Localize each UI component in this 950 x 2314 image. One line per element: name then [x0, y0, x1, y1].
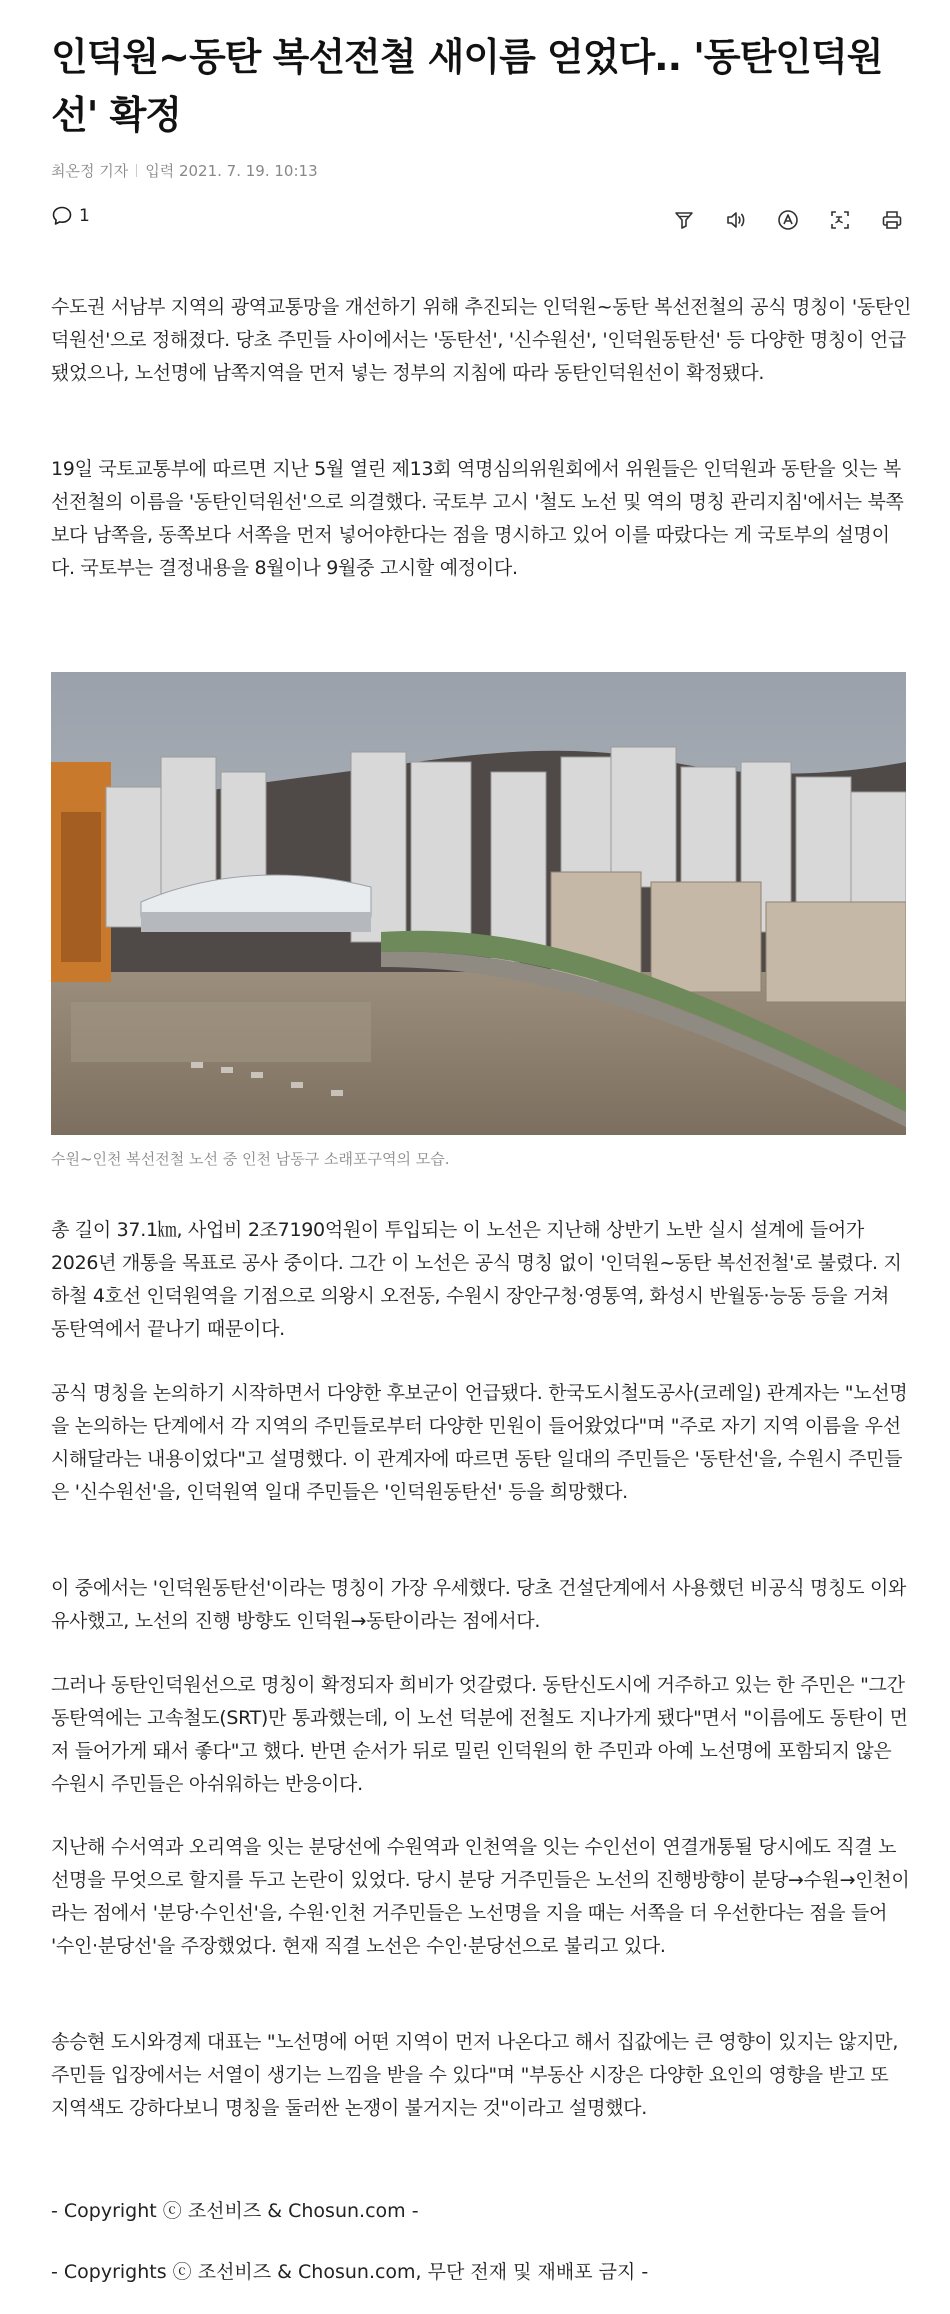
- article-tools: [669, 205, 907, 235]
- article-title: 인덕원~동탄 복선전철 새이름 얻었다.. '동탄인덕원선' 확정: [51, 35, 883, 137]
- summary-button[interactable]: [669, 205, 699, 235]
- print-icon: [880, 208, 904, 232]
- paragraph-3: 총 길이 37.1㎞, 사업비 2조7190억원이 투입되는 이 노선은 지난해 상반기 노반 실시 설계에 들어가 2026년 개통을 목표로 공사 중이다. 그간 이 노선은 공식 명칭 없이 '인덕원~동탄 복선전철'로 불렸다. 지하철 4호선 인덕원역을 기점으로 의왕시 오전동, 수원시 장안구청·영통역, 화성시 반월동·능동 등을 거쳐 동탄역에서 끝나기 때문이다.: [51, 1219, 902, 1340]
- byline: [51, 160, 318, 181]
- paragraph-6: 그러나 동탄인덕원선으로 명칭이 확정되자 희비가 엇갈렸다. 동탄신도시에 거주하고 있는 한 주민은 "그간 동탄역에는 고속철도(SRT)만 통과했는데, 이 노선 덕분에 전철도 지나가게 됐다"면서 "이름에도 동탄이 먼저 들어가게 돼서 좋다"고 했다. 반면 순서가 뒤로 밀린 인덕원의 한 주민과 아예 노선명에 포함되지 않은 수원시 주민들은 아쉬워하는 반응이다.: [51, 1674, 908, 1795]
- font-size-button[interactable]: [773, 205, 803, 235]
- paragraph-5: 이 중에서는 '인덕원동탄선'이라는 명칭이 가장 우세했다. 당초 건설단계에서 사용했던 비공식 명칭도 이와 유사했고, 노선의 진행 방향도 인덕원→동탄이라는 점에서다.: [51, 1577, 907, 1632]
- translate-icon: [828, 208, 852, 232]
- publish-date: 입력 2021. 7. 19. 10:13: [145, 162, 318, 180]
- paragraph-2: 19일 국토교통부에 따르면 지난 5월 열린 제13회 역명심의위원회에서 위원들은 인덕원과 동탄을 잇는 복선전철의 이름을 '동탄인덕원선'으로 의결했다. 국토부 고시 '철도 노선 및 역의 명칭 관리지침'에서는 북쪽보다 남쪽을, 동쪽보다 서쪽을 먼저 넣어야한다는 점을 명시하고 있어 이를 따랐다는 게 국토부의 설명이다. 국토부는 결정내용을 8월이나 9월중 고시할 예정이다.: [51, 458, 904, 579]
- print-button[interactable]: [877, 205, 907, 235]
- comment-button[interactable]: [51, 205, 90, 227]
- copyright-notice-full: - Copyrights ⓒ 조선비즈 & Chosun.com, 무단 전재 및 재배포 금지 -: [51, 2261, 649, 2283]
- station-photo: [51, 672, 906, 1135]
- paragraph-4: 공식 명칭을 논의하기 시작하면서 다양한 후보군이 언급됐다. 한국도시철도공사(코레일) 관계자는 "노선명을 논의하는 단계에서 각 지역의 주민들로부터 다양한 민원이 들어왔었다"며 "주로 자기 지역 이름을 우선시해달라는 내용이었다"고 설명했다. 이 관계자에 따르면 동탄 일대의 주민들은 '동탄선'을, 수원시 주민들은 '신수원선'을, 인덕원역 일대 주민들은 '인덕원동탄선' 등을 희망했다.: [51, 1382, 908, 1503]
- speaker-icon: [724, 208, 748, 232]
- listen-button[interactable]: [721, 205, 751, 235]
- reporter-name[interactable]: 최온정 기자: [51, 162, 129, 180]
- copyright-notice: - Copyright ⓒ 조선비즈 & Chosun.com -: [51, 2200, 419, 2222]
- article-toolbar: [51, 205, 907, 235]
- paragraph-1: 수도권 서남부 지역의 광역교통망을 개선하기 위해 추진되는 인덕원~동탄 복선전철의 공식 명칭이 '동탄인덕원선'으로 정해졌다. 당초 주민들 사이에서는 '동탄선', '신수원선', '인덕원동탄선' 등 다양한 명칭이 언급됐었으나, 노선명에 남쪽지역을 먼저 넣는 정부의 지침에 따라 동탄인덕원선이 확정됐다.: [51, 296, 912, 384]
- comment-icon: [51, 205, 73, 227]
- summary-icon: [672, 208, 696, 232]
- paragraph-7: 지난해 수서역과 오리역을 잇는 분당선에 수원역과 인천역을 잇는 수인선이 연결개통될 당시에도 직결 노선명을 무엇으로 할지를 두고 논란이 있었다. 당시 분당 거주민들은 노선의 진행방향이 분당→수원→인천이라는 점에서 '분당·수인선'을, 수원·인천 거주민들은 노선명을 지을 때는 서쪽을 더 우선한다는 점을 들어 '수인·분당선'을 주장했었다. 현재 직결 노선은 수인·분당선으로 불리고 있다.: [51, 1836, 910, 1957]
- article-photo: [51, 672, 906, 1135]
- photo-caption: 수원~인천 복선전철 노선 중 인천 남동구 소래포구역의 모습.: [51, 1150, 450, 1168]
- byline-divider: [136, 164, 137, 177]
- paragraph-8: 송승현 도시와경제 대표는 "노선명에 어떤 지역이 먼저 나온다고 해서 집값에는 큰 영향이 있지는 않지만, 주민들 입장에서는 서열이 생기는 느낌을 받을 수 있다"며 "부동산 시장은 다양한 요인의 영향을 받고 또 지역색도 강하다보니 명칭을 둘러싼 논쟁이 불거지는 것"이라고 설명했다.: [51, 2031, 899, 2119]
- comment-count: 1: [79, 206, 90, 226]
- translate-button[interactable]: [825, 205, 855, 235]
- font-size-icon: [776, 208, 800, 232]
